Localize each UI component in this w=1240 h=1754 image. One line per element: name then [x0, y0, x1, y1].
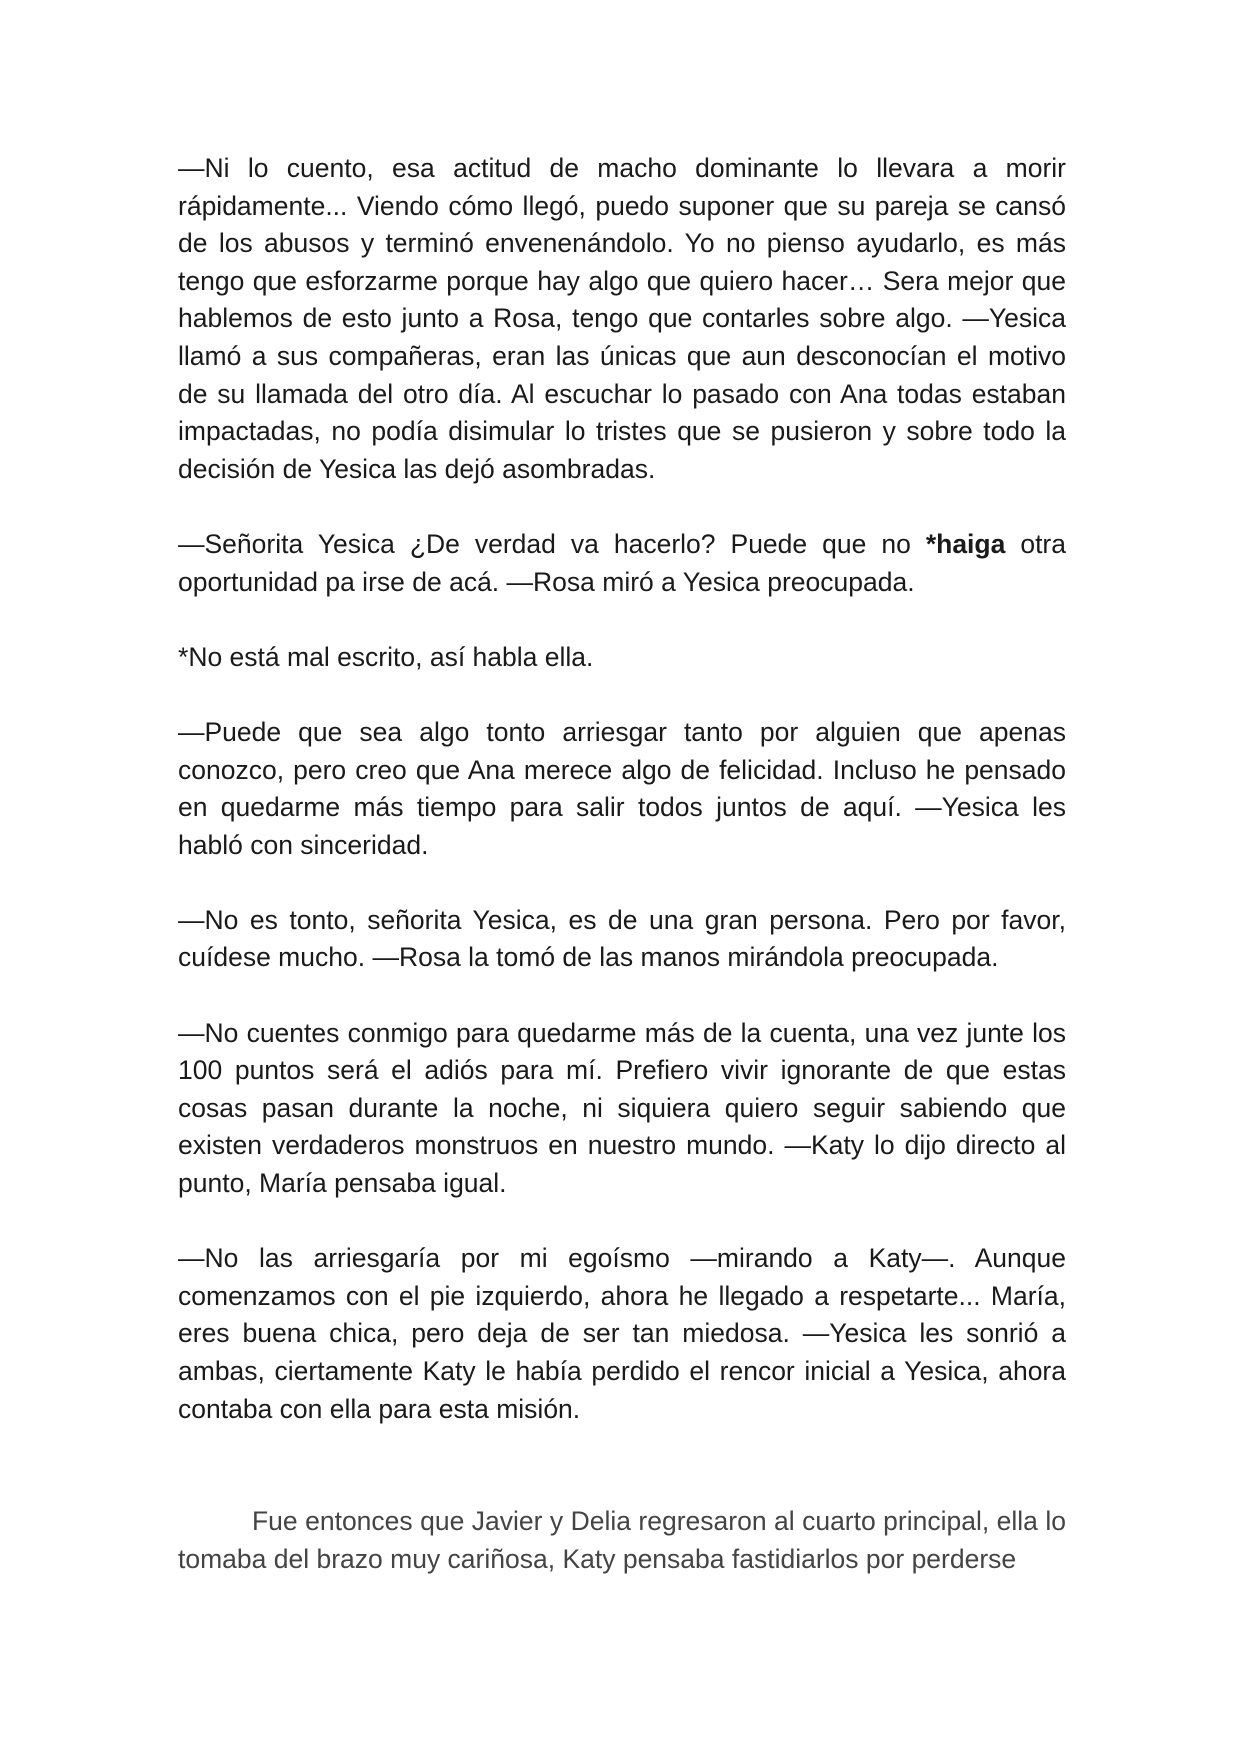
paragraph-puede-que: —Puede que sea algo tonto arriesgar tanto por alguien que apenas conozco, pero creo que Ana merece algo de felicidad. Incluso he pensado en quedarme más tiempo para salir todos juntos de aquí. —Yesica les habló con sinceridad.	[178, 716, 1066, 860]
rosa-question-end: otra oportunidad pa irse de acá. —Rosa miró a Yesica preocupada.	[178, 528, 1066, 597]
paragraph-no-cuentes: —No cuentes conmigo para quedarme más de la cuenta, una vez junte los 100 puntos será el adiós para mí. Prefiero vivir ignorante de que estas cosas pasan durante la noche, ni siquiera quiero seguir sabiendo que existen verdaderos monstruos en nuestro mundo. —Katy lo dijo directo al punto, María pensaba igual.	[178, 1017, 1066, 1199]
rosa-question-start: —Señorita Yesica ¿De verdad va hacerlo? Puede que no	[178, 528, 926, 559]
paragraph-narration: Fue entonces que Javier y Delia regresaron al cuarto principal, ella lo tomaba del brazo muy cariñosa, Katy pensaba fastidiarlos por perderse	[178, 1506, 1066, 1574]
document-page	[178, 150, 1066, 1616]
paragraph-no-es-tonto: —No es tonto, señorita Yesica, es de una gran persona. Pero por favor, cuídese mucho. —Rosa la tomó de las manos mirándola preocupada.	[178, 904, 1066, 973]
footnote: *No está mal escrito, así habla ella.	[178, 641, 594, 672]
paragraph-no-las-arriesgaria: —No las arriesgaría por mi egoísmo —mirando a Katy—. Aunque comenzamos con el pie izquierdo, ahora he llegado a respetarte... María, eres buena chica, pero deja de ser tan miedosa. —Yesica les sonrió a ambas, ciertamente Katy le había perdido el rencor inicial a Yesica, ahora contaba con ella para esta misión.	[178, 1243, 1066, 1424]
haiga-bold-word: *haiga	[925, 528, 1006, 559]
paragraph-ni-lo-cuento: —Ni lo cuento, esa actitud de macho dominante lo llevara a morir rápidamente... Viendo cómo llegó, puedo suponer que su pareja se cansó de los abusos y terminó envenenándolo. Yo no pienso ayudarlo, es más tengo que esforzarme porque hay algo que quiero hacer… Sera mejor que hablemos de esto junto a Rosa, tengo que contarles sobre algo. —Yesica llamó a sus compañeras, eran las únicas que aun desconocían el motivo de su llamada del otro día. Al escuchar lo pasado con Ana todas estaban impactadas, no podía disimular lo tristes que se pusieron y sobre todo la decisión de Yesica las dejó asombradas.	[178, 153, 1066, 484]
paragraph-rosa-question	[178, 526, 1066, 601]
